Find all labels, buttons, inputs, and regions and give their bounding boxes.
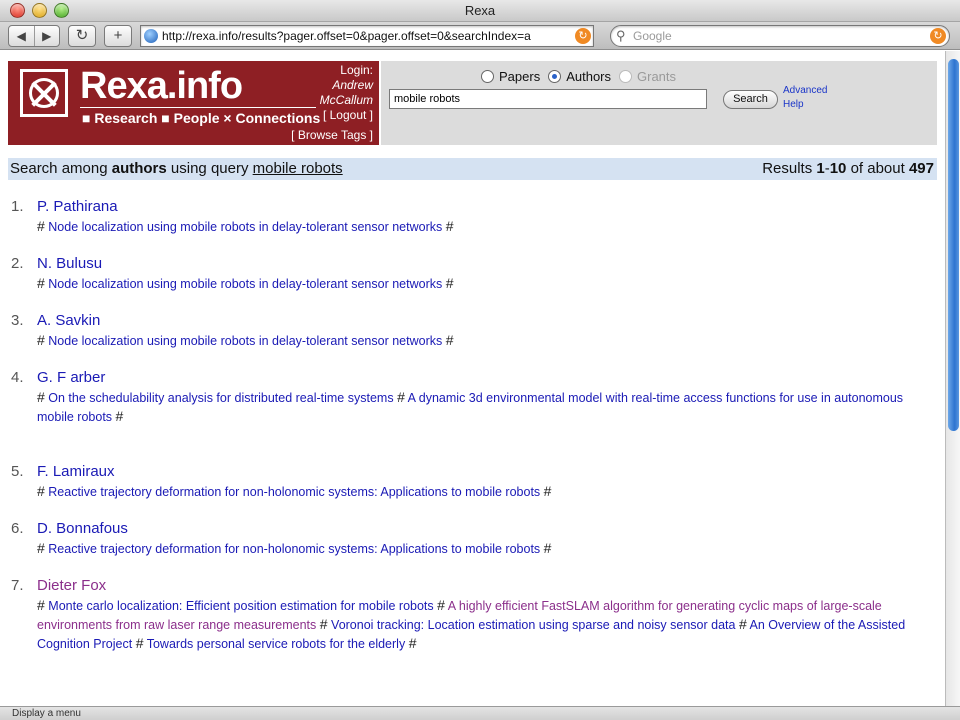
result-number: 2. xyxy=(11,255,24,272)
radio-authors[interactable] xyxy=(548,69,611,84)
address-bar[interactable] xyxy=(140,25,594,47)
paper-hash-link[interactable]: # xyxy=(445,275,454,291)
result-number: 1. xyxy=(11,198,24,215)
paper-hash-link[interactable]: # xyxy=(738,616,747,632)
author-papers xyxy=(37,539,938,558)
google-search-field[interactable] xyxy=(610,25,950,47)
search-go-icon[interactable]: ↻ xyxy=(930,28,946,44)
login-panel xyxy=(320,63,373,123)
vertical-scrollbar[interactable] xyxy=(945,51,960,706)
paper-hash-link[interactable]: # xyxy=(37,597,45,613)
search-help-links xyxy=(783,84,827,112)
result-item xyxy=(8,520,938,558)
add-bookmark-button[interactable]: + xyxy=(104,25,132,47)
radio-grants xyxy=(619,69,676,84)
summary-middle: using query xyxy=(166,160,253,177)
results-total: 497 xyxy=(908,160,934,177)
user-last-name[interactable]: McCallum xyxy=(319,93,373,107)
result-item xyxy=(8,255,938,293)
paper-hash-link[interactable]: # xyxy=(37,389,45,405)
radio-label: Grants xyxy=(637,69,677,84)
site-brand[interactable]: Rexa.info xyxy=(80,65,243,107)
page-content xyxy=(0,51,945,706)
paper-hash-link[interactable]: # xyxy=(408,635,417,651)
advanced-search-link[interactable]: Advanced xyxy=(783,85,828,96)
result-number: 5. xyxy=(11,463,24,480)
results-prefix: Results xyxy=(762,160,817,177)
login-label: Login: xyxy=(340,63,373,77)
rexa-logo-icon[interactable] xyxy=(20,69,68,117)
paper-hash-link[interactable]: # xyxy=(37,275,45,291)
author-name-link[interactable]: P. Pathirana xyxy=(37,198,118,215)
results-of-about: of about xyxy=(846,160,909,177)
result-item xyxy=(8,463,938,501)
paper-hash-link[interactable]: # xyxy=(445,332,454,348)
search-icon: ⚲ xyxy=(616,28,626,43)
result-number: 7. xyxy=(11,577,24,594)
logout-link[interactable]: [ Logout ] xyxy=(322,108,373,122)
author-papers xyxy=(37,274,938,293)
site-header xyxy=(8,61,379,145)
paper-hash-link[interactable]: # xyxy=(543,540,552,556)
paper-hash-link[interactable]: # xyxy=(37,540,45,556)
author-papers xyxy=(37,217,938,236)
author-papers xyxy=(37,331,938,350)
status-bar xyxy=(0,706,960,720)
paper-title-link[interactable]: An Overview of the Assisted Cognition Project xyxy=(37,618,906,651)
author-name-link[interactable]: Dieter Fox xyxy=(37,577,107,594)
author-name-link[interactable]: G. F arber xyxy=(37,369,106,386)
paper-title-link[interactable]: A highly efficient FastSLAM algorithm for generating cyclic maps of large-scale environments from raw laser range measurements xyxy=(37,599,882,632)
paper-hash-link[interactable]: # xyxy=(437,597,445,613)
search-button[interactable]: Search xyxy=(723,90,778,109)
paper-title-link[interactable]: A dynamic 3d environmental model with real-time access functions for use in autonomous mobile robots xyxy=(37,391,904,424)
paper-title-link[interactable]: Towards personal service robots for the elderly xyxy=(146,637,406,651)
radio-label: Authors xyxy=(566,69,612,84)
user-first-name[interactable]: Andrew xyxy=(332,78,373,92)
paper-title-link[interactable]: Node localization using mobile robots in delay-tolerant sensor networks xyxy=(48,334,443,348)
search-panel xyxy=(381,61,937,145)
result-number: 3. xyxy=(11,312,24,329)
back-button[interactable]: ◀ xyxy=(16,29,26,43)
radio-button-disabled xyxy=(619,70,632,83)
author-name-link[interactable]: A. Savkin xyxy=(37,312,101,329)
range-end: 10 xyxy=(829,160,847,177)
history-buttons xyxy=(8,25,60,47)
paper-hash-link[interactable]: # xyxy=(37,332,45,348)
window-titlebar xyxy=(0,0,960,22)
browse-tags-link[interactable]: [ Browse Tags ] xyxy=(291,128,373,142)
result-item xyxy=(8,577,938,653)
results-summary-bar xyxy=(8,158,937,180)
paper-hash-link[interactable]: # xyxy=(37,483,45,499)
paper-hash-link[interactable]: # xyxy=(445,218,454,234)
radio-button[interactable] xyxy=(481,70,494,83)
paper-title-link[interactable]: On the schedulability analysis for distributed real-time systems xyxy=(48,391,394,405)
paper-title-link[interactable]: Node localization using mobile robots in delay-tolerant sensor networks xyxy=(48,277,443,291)
results-list xyxy=(8,198,938,706)
author-name-link[interactable]: F. Lamiraux xyxy=(37,463,115,480)
summary-scope: authors xyxy=(111,160,167,177)
radio-button-selected[interactable] xyxy=(548,70,561,83)
result-item xyxy=(8,369,938,426)
status-text: Display a menu xyxy=(12,708,81,719)
paper-hash-link[interactable]: # xyxy=(319,616,328,632)
paper-hash-link[interactable]: # xyxy=(135,635,144,651)
paper-title-link[interactable]: Monte carlo localization: Efficient position estimation for mobile robots xyxy=(48,599,434,613)
globe-icon xyxy=(144,29,158,43)
paper-hash-link[interactable]: # xyxy=(397,389,405,405)
paper-hash-link[interactable]: # xyxy=(115,408,124,424)
radio-label: Papers xyxy=(499,69,541,84)
summary-query-link[interactable]: mobile robots xyxy=(252,160,343,177)
forward-button[interactable]: ▶ xyxy=(34,26,60,46)
brand-divider xyxy=(80,107,316,108)
result-item xyxy=(8,312,938,350)
author-name-link[interactable]: N. Bulusu xyxy=(37,255,103,272)
radio-papers[interactable] xyxy=(481,69,540,84)
author-papers xyxy=(37,596,938,653)
summary-prefix: Search among xyxy=(10,160,112,177)
paper-title-link[interactable]: Node localization using mobile robots in delay-tolerant sensor networks xyxy=(48,220,443,234)
scrollbar-thumb[interactable] xyxy=(948,59,959,431)
paper-title-link[interactable]: Reactive trajectory deformation for non-holonomic systems: Applications to mobile robots xyxy=(48,542,541,556)
paper-hash-link[interactable]: # xyxy=(543,483,552,499)
help-link[interactable]: Help xyxy=(783,99,804,110)
search-input[interactable]: mobile robots xyxy=(389,89,707,109)
range-start: 1 xyxy=(816,160,825,177)
paper-title-link[interactable]: Reactive trajectory deformation for non-holonomic systems: Applications to mobile robots xyxy=(48,485,541,499)
search-type-options xyxy=(481,69,676,84)
reload-button[interactable]: ↻ xyxy=(68,25,96,47)
range-dash: - xyxy=(824,160,830,177)
query-description xyxy=(10,160,343,177)
google-search-placeholder: Google xyxy=(633,29,672,43)
author-papers xyxy=(37,388,938,426)
browser-toolbar xyxy=(0,22,960,50)
author-papers xyxy=(37,482,938,501)
result-number: 6. xyxy=(11,520,24,537)
url-text[interactable]: http://rexa.info/results?pager.offset=0&pager.offset=0&searchIndex=a xyxy=(162,29,531,43)
window-title: Rexa xyxy=(464,3,496,18)
result-item xyxy=(8,198,938,236)
paper-title-link[interactable]: Voronoi tracking: Location estimation using sparse and noisy sensor data xyxy=(331,618,736,632)
paper-hash-link[interactable]: # xyxy=(37,218,45,234)
result-number: 4. xyxy=(11,369,24,386)
author-name-link[interactable]: D. Bonnafous xyxy=(37,520,128,537)
results-count xyxy=(762,160,934,177)
refresh-icon[interactable]: ↻ xyxy=(575,28,591,44)
site-tagline: ■ Research ■ People × Connections xyxy=(82,110,321,126)
